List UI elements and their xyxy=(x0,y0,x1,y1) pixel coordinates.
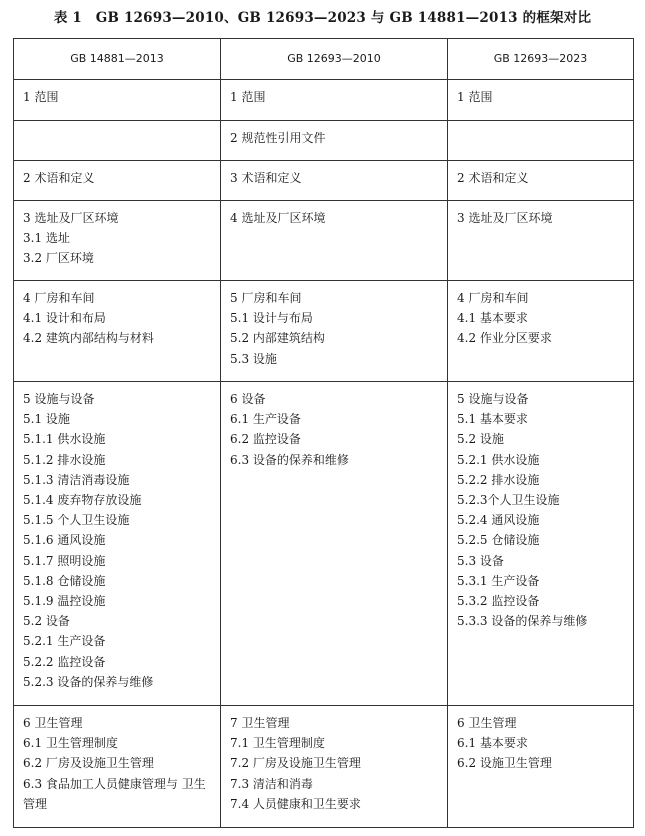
clause-line: 7.3 清洁和消毒 xyxy=(230,776,313,791)
clause-line: 5.3 设备 xyxy=(457,553,504,568)
table-cell-gb12693-2023 xyxy=(448,80,634,121)
table-cell-gb14881-2013 xyxy=(14,80,221,121)
clause-line: 7.4 人员健康和卫生要求 xyxy=(230,796,361,811)
table-cell-gb12693-2010 xyxy=(221,706,448,828)
clause-line: 6.1 卫生管理制度 xyxy=(23,736,118,751)
clause-line: 5.1.1 供水设施 xyxy=(23,432,106,447)
clause-line: 4 厂房和车间 xyxy=(23,291,95,305)
table-cell-gb12693-2010 xyxy=(221,201,448,281)
clause-line: 5.2.2 排水设施 xyxy=(457,472,540,487)
clause-line: 4.2 建筑内部结构与材料 xyxy=(23,331,154,346)
clause-line: 7 卫生管理 xyxy=(230,716,290,730)
table-cell-gb14881-2013 xyxy=(14,121,221,161)
table-row xyxy=(14,706,634,828)
clause-line: 5.1 设施 xyxy=(23,412,70,427)
clause-line: 5.2.5 仓储设施 xyxy=(457,533,540,548)
clause-line: 5.2 内部建筑结构 xyxy=(230,331,325,346)
clause-line: 4.2 作业分区要求 xyxy=(457,331,552,346)
clause-line: 4.1 设计和布局 xyxy=(23,311,106,326)
table-cell-gb14881-2013 xyxy=(14,161,221,201)
clause-line: 5.1.4 废弃物存放设施 xyxy=(23,493,142,508)
clause-line: 4.1 基本要求 xyxy=(457,311,528,326)
clause-line: 6.3 食品加工人员健康管理与 卫生管理 xyxy=(23,776,206,811)
table-cell-gb12693-2023 xyxy=(448,201,634,281)
clause-line: 5.2 设施 xyxy=(457,432,504,447)
clause-line: 5.1.8 仓储设施 xyxy=(23,573,106,588)
clause-line: 6.2 厂房及设施卫生管理 xyxy=(23,756,154,771)
clause-line: 5.1.2 排水设施 xyxy=(23,452,106,467)
clause-line: 6.2 监控设备 xyxy=(230,432,301,447)
clause-line: 3 术语和定义 xyxy=(230,171,302,185)
clause-line: 6.1 基本要求 xyxy=(457,736,528,751)
table-cell-gb12693-2023 xyxy=(448,281,634,382)
clause-line: 7.2 厂房及设施卫生管理 xyxy=(230,756,361,771)
clause-line: 2 规范性引用文件 xyxy=(230,131,326,145)
table-row xyxy=(14,161,634,201)
table-body xyxy=(14,39,634,828)
clause-line: 5.1 基本要求 xyxy=(457,412,528,427)
table-cell-gb12693-2010 xyxy=(221,121,448,161)
table-caption: 表 1 GB 12693—2010、GB 12693—2023 与 GB 14881—2013 的框架对比 xyxy=(53,10,592,26)
clause-line: 5.2.1 供水设施 xyxy=(457,452,540,467)
clause-line: 7.1 卫生管理制度 xyxy=(230,736,325,751)
clause-line: 1 范围 xyxy=(230,90,266,104)
clause-line: 5.2.3个人卫生设施 xyxy=(457,493,560,508)
table-row xyxy=(14,201,634,281)
table-cell-gb14881-2013 xyxy=(14,382,221,706)
clause-line: 5 设施与设备 xyxy=(457,392,529,406)
clause-line: 6.3 设备的保养和维修 xyxy=(230,452,349,467)
clause-line: 5.2.1 生产设备 xyxy=(23,634,106,649)
table-cell-gb12693-2010 xyxy=(221,281,448,382)
table-cell-gb12693-2010 xyxy=(221,161,448,201)
table-cell-gb14881-2013 xyxy=(14,281,221,382)
column-header-gb12693-2010: GB 12693—2010 xyxy=(221,39,448,80)
clause-line: 1 范围 xyxy=(457,90,493,104)
clause-line: 5.1.5 个人卫生设施 xyxy=(23,513,130,528)
clause-line: 5.1.6 通风设施 xyxy=(23,533,106,548)
clause-line: 5 设施与设备 xyxy=(23,392,95,406)
table-cell-gb12693-2023 xyxy=(448,121,634,161)
clause-line: 5.1 设计与布局 xyxy=(230,311,313,326)
clause-line: 4 选址及厂区环境 xyxy=(230,211,326,225)
table-cell-gb12693-2010 xyxy=(221,80,448,121)
clause-line: 5.3.3 设备的保养与维修 xyxy=(457,614,588,629)
clause-line: 6.1 生产设备 xyxy=(230,412,301,427)
table-cell-gb12693-2010 xyxy=(221,382,448,706)
table-cell-gb12693-2023 xyxy=(448,161,634,201)
table-header-row xyxy=(14,39,634,80)
clause-line: 3 选址及厂区环境 xyxy=(23,211,119,225)
clause-line: 5.1.3 清洁消毒设施 xyxy=(23,472,130,487)
table-row xyxy=(14,121,634,161)
table-row xyxy=(14,382,634,706)
clause-line: 5.1.7 照明设施 xyxy=(23,553,106,568)
clause-line: 3.2 厂区环境 xyxy=(23,251,94,266)
clause-line: 2 术语和定义 xyxy=(457,171,529,185)
clause-line: 2 术语和定义 xyxy=(23,171,95,185)
clause-line: 5.2.4 通风设施 xyxy=(457,513,540,528)
clause-line: 1 范围 xyxy=(23,90,59,104)
clause-line: 5.1.9 温控设施 xyxy=(23,594,106,609)
clause-line: 4 厂房和车间 xyxy=(457,291,529,305)
clause-line: 5.2.2 监控设备 xyxy=(23,654,106,669)
table-cell-gb14881-2013 xyxy=(14,201,221,281)
clause-line: 3 选址及厂区环境 xyxy=(457,211,553,225)
clause-line: 6 卫生管理 xyxy=(457,716,517,730)
clause-line: 5.2.3 设备的保养与维修 xyxy=(23,674,154,689)
clause-line: 5.3.2 监控设备 xyxy=(457,594,540,609)
table-cell-gb14881-2013 xyxy=(14,706,221,828)
table-row xyxy=(14,281,634,382)
clause-line: 6 设备 xyxy=(230,392,266,406)
table-row xyxy=(14,80,634,121)
clause-line: 5.3 设施 xyxy=(230,351,277,366)
column-header-gb14881-2013: GB 14881—2013 xyxy=(14,39,221,80)
clause-line: 5.2 设备 xyxy=(23,614,70,629)
clause-line: 5.3.1 生产设备 xyxy=(457,573,540,588)
framework-comparison-table xyxy=(13,38,634,828)
clause-line: 5 厂房和车间 xyxy=(230,291,302,305)
clause-line: 3.1 选址 xyxy=(23,231,70,246)
clause-line: 6 卫生管理 xyxy=(23,716,83,730)
clause-line: 6.2 设施卫生管理 xyxy=(457,756,552,771)
column-header-gb12693-2023: GB 12693—2023 xyxy=(448,39,634,80)
table-cell-gb12693-2023 xyxy=(448,382,634,706)
table-cell-gb12693-2023 xyxy=(448,706,634,828)
